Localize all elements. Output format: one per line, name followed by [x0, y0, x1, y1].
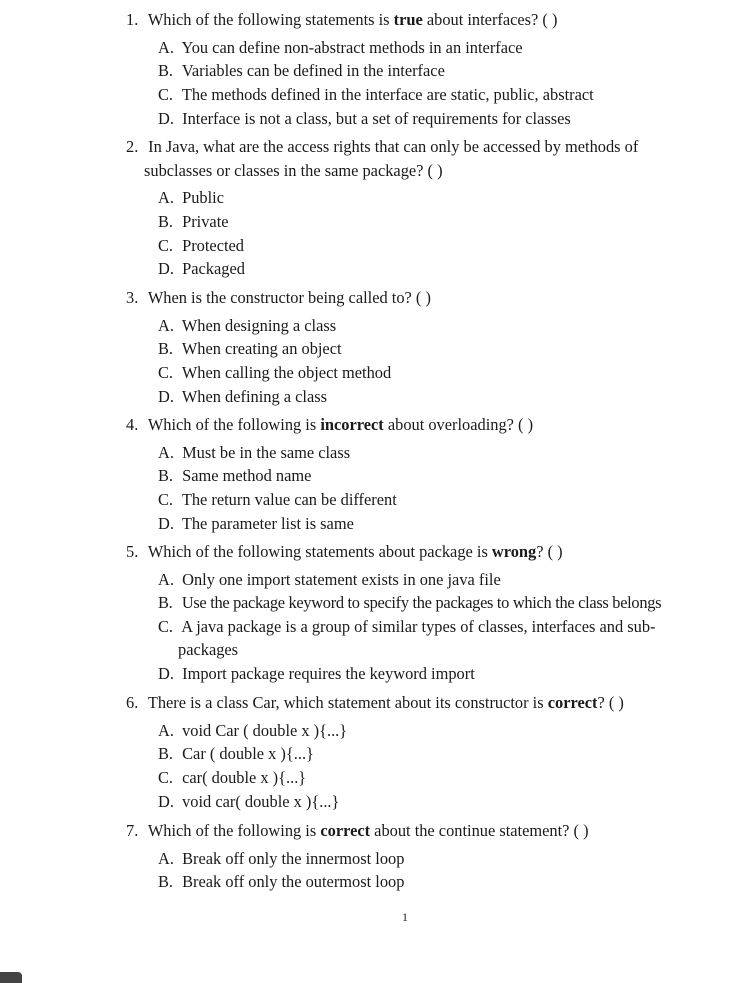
question-text: 6. There is a class Car, which statement about its constructor is correct? ( ): [126, 691, 721, 715]
question-5: [126, 540, 721, 685]
option-c: C. Protected: [158, 235, 245, 255]
option-d: D. Interface is not a class, but a set of requirements for classes: [158, 108, 571, 128]
emphasis: correct: [320, 821, 371, 840]
emphasis: incorrect: [320, 415, 384, 434]
question-text: 4. Which of the following is incorrect about overloading? ( ): [126, 413, 721, 437]
option-b: B. Use the package keyword to specify the packages to which the class belongs: [158, 593, 662, 613]
option-c: C. car( double x ){...}: [158, 768, 307, 788]
option-c-wrap: packages: [178, 639, 239, 659]
option-b: B. Car ( double x ){...}: [158, 744, 314, 764]
question-3: [126, 286, 721, 409]
question-4: [126, 413, 721, 536]
option-a: A. Only one import statement exists in one java file: [158, 569, 501, 589]
option-d: D. When defining a class: [158, 386, 327, 406]
question-number: 4.: [126, 415, 139, 434]
question-number: 5.: [126, 542, 139, 561]
option-a: A. When designing a class: [158, 315, 337, 335]
page-number: 1: [402, 910, 408, 924]
option-d: D. The parameter list is same: [158, 513, 354, 533]
option-b: B. When creating an object: [158, 339, 342, 359]
question-text-continuation: subclasses or classes in the same package? ( ): [144, 160, 443, 180]
options-list: [126, 847, 721, 895]
options-list: [126, 719, 721, 814]
option-b: B. Break off only the outermost loop: [158, 872, 405, 892]
question-2: [126, 135, 721, 281]
option-a: A. Break off only the innermost loop: [158, 848, 405, 868]
corner-tab: [0, 972, 22, 983]
question-text: 7. Which of the following is correct about the continue statement? ( ): [126, 819, 721, 843]
options-list: [126, 568, 721, 686]
emphasis: correct: [547, 693, 598, 712]
question-text: 5. Which of the following statements about package is wrong? ( ): [126, 540, 721, 564]
question-6: [126, 691, 721, 814]
option-c: C. A java package is a group of similar types of classes, interfaces and sub- packages: [126, 615, 721, 662]
question-number: 2.: [126, 137, 139, 156]
question-7: [126, 819, 721, 894]
option-d: D. Packaged: [158, 259, 245, 279]
question-number: 3.: [126, 288, 139, 307]
option-a: A. You can define non-abstract methods in an interface: [158, 37, 523, 57]
options-list: [126, 441, 721, 536]
option-a: A. Public: [158, 188, 224, 207]
option-c: C. The methods defined in the interface are static, public, abstract: [158, 85, 594, 105]
option-d: D. void car( double x ){...}: [158, 791, 340, 811]
question-text: 2. In Java, what are the access rights that can only be accessed by methods of subclasses or classes in the same package? ( ): [126, 135, 721, 182]
question-text: 3. When is the constructor being called to? ( ): [126, 286, 721, 310]
option-d: D. Import package requires the keyword import: [158, 663, 475, 683]
option-c: C. The return value can be different: [158, 490, 397, 510]
option-b: B. Variables can be defined in the interface: [158, 61, 445, 81]
option-a: A. Must be in the same class: [158, 442, 351, 462]
emphasis: true: [393, 10, 423, 29]
option-c: C. When calling the object method: [158, 363, 392, 383]
question-number: 7.: [126, 821, 139, 840]
options-list: [126, 186, 721, 281]
question-number: 1.: [126, 10, 139, 29]
option-b: B. Same method name: [158, 466, 312, 486]
question-1: [126, 8, 721, 131]
emphasis: wrong: [491, 542, 537, 561]
question-text: 1. Which of the following statements is true about interfaces? ( ): [126, 8, 721, 32]
question-number: 6.: [126, 693, 139, 712]
options-list: [126, 314, 721, 409]
options-list: [126, 36, 721, 131]
option-b: B. Private: [158, 211, 229, 231]
option-a: A. void Car ( double x ){...}: [158, 720, 348, 740]
